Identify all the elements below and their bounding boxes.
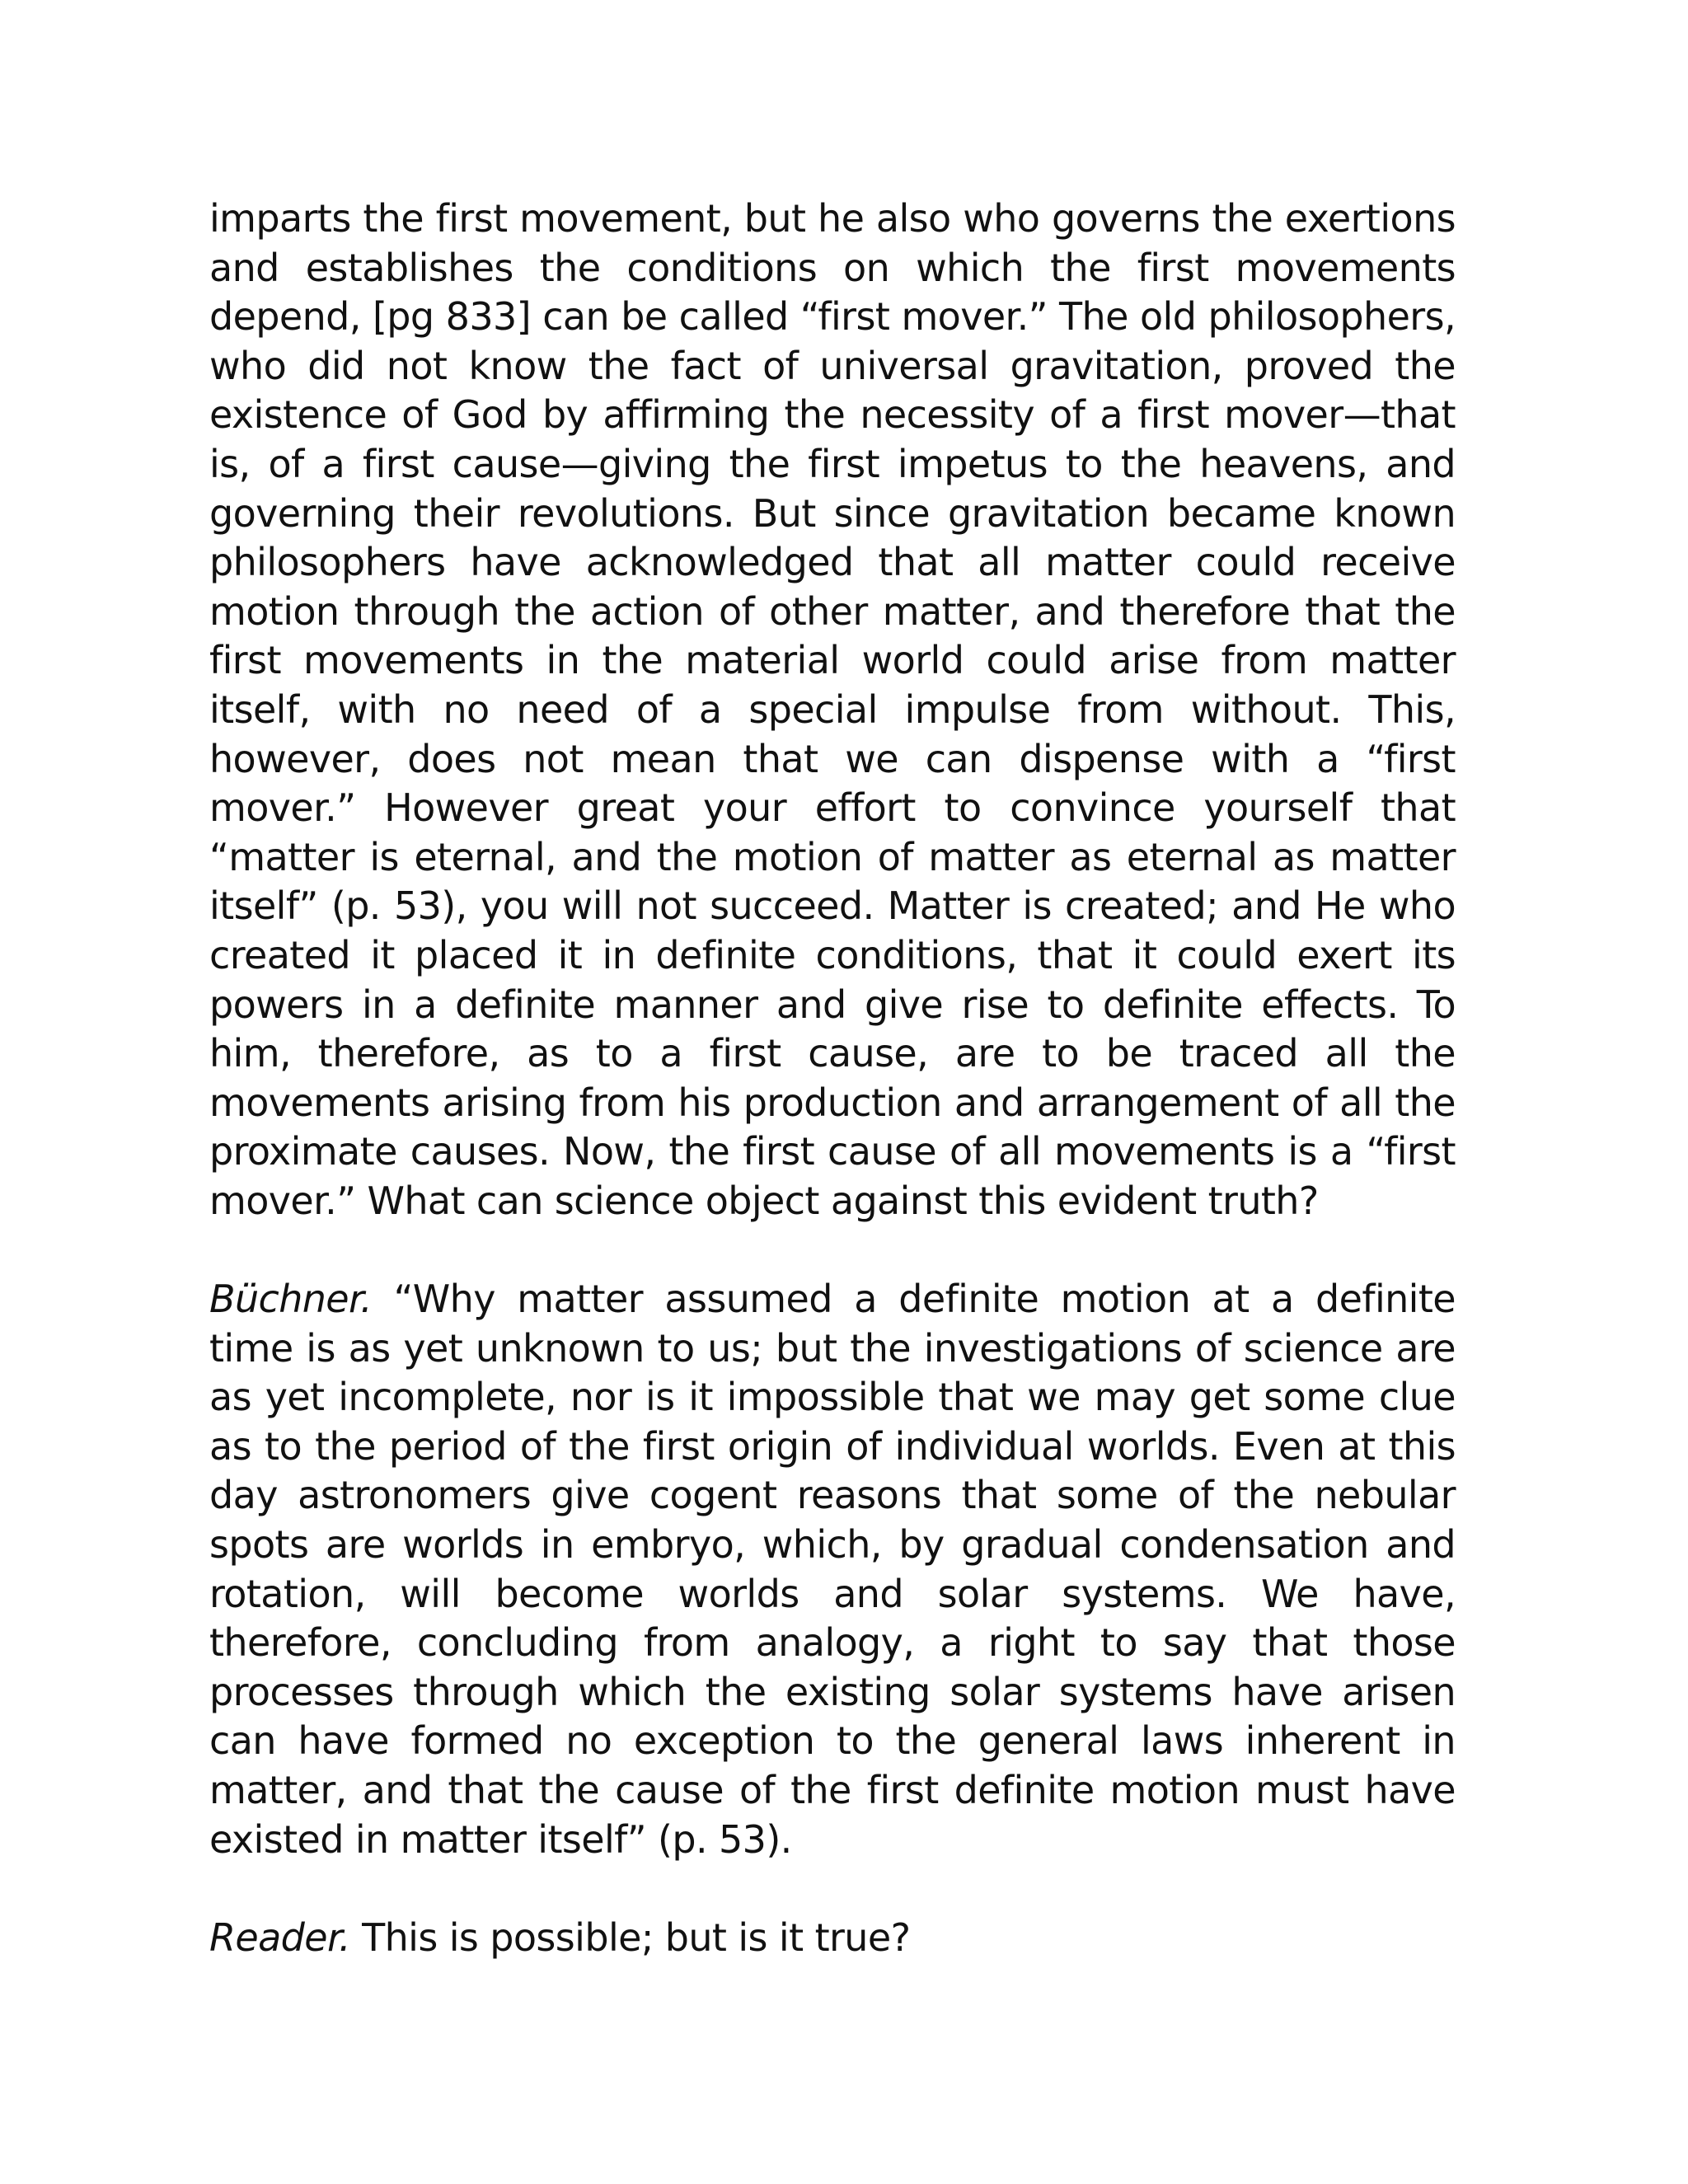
speaker-label: Büchner. [209, 1277, 373, 1322]
document-page [209, 194, 1456, 1962]
speaker-label: Reader. [209, 1915, 351, 1960]
paragraph-text: “Why matter assumed a definite motion at a definite time is as yet unknown to us; but the investigations of science are as yet incomplete, nor is it impossible that we may get some clue as to the period of the first origin of individual worlds. Even at this day astronomers give cogent reasons that some of the nebular spots are worlds in embryo, which, by gradual condensation and rotation, will become worlds and solar systems. We have, therefore, concluding from analogy, a right to say that those processes through which the existing solar systems have arisen can have formed no exception to the general laws inherent in matter, and that the cause of the first definite motion must have existed in matter itself” (p. 53). [209, 1277, 1456, 1862]
paragraph-text: imparts the first movement, but he also who governs the exertions and establishes the conditions on which the first movements depend, [pg 833] can be called “first mover.” The old philosophers, who did not know the fact of universal gravitation, proved the existence of God by affirming the necessity of a first mover—that is, of a first cause—giving the first impetus to the heavens, and governing their revolutions. But since gravitation became known philosophers have acknowledged that all matter could receive motion through the action of other matter, and therefore that the first movements in the material world could arise from matter itself, with no need of a special impulse from without. This, however, does not mean that we can dispense with a “first mover.” However great your effort to convince yourself that “matter is eternal, and the motion of matter as eternal as matter itself” (p. 53), you will not succeed. Matter is created; and He who created it placed it in definite conditions, that it could exert its powers in a definite manner and give rise to definite effects. To him, therefore, as to a first cause, are to be traced all the movements arising from his production and arrangement of all the proximate causes. Now, the first cause of all movements is a “first mover.” What can science object against this evident truth? [209, 196, 1456, 1223]
paragraph-text: This is possible; but is it true? [350, 1915, 911, 1960]
paragraph-buchner [209, 1275, 1456, 1864]
paragraph-first-mover [209, 194, 1456, 1226]
paragraph-reader [209, 1914, 1456, 1963]
